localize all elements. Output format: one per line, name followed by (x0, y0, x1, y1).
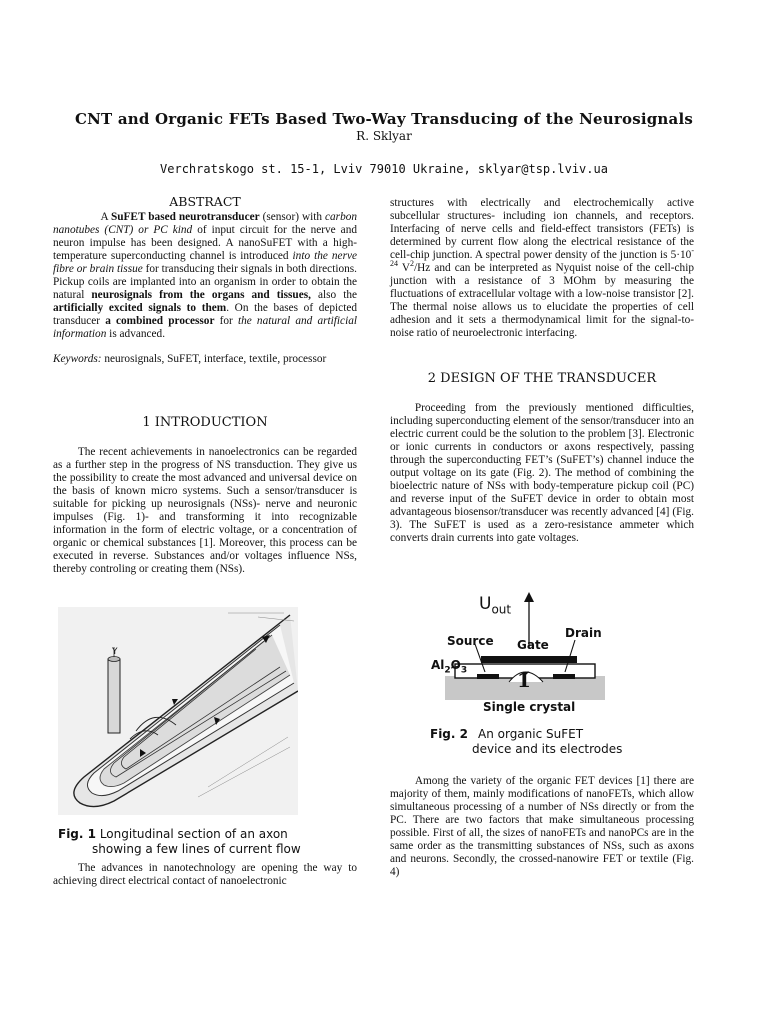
figure-2-image (425, 592, 625, 720)
junction-text: structures with electrically and electrochemically active subcellular structures- including ion channels, and receptors. Interfacing of nerve cells and field-effect transistors (FETs) is determined by current flow along the electrical resistance of the cell-chip junction. A spectral power density of the junction is 5·10 (390, 197, 694, 261)
abstract-bold: SuFET based neurotransducer (110, 211, 260, 223)
al-text: Al (431, 658, 445, 672)
right-column-top (390, 197, 694, 340)
author-address: Verchratskogo st. 15-1, Lviv 79010 Ukraine, sklyar@tsp.lviv.ua (160, 162, 608, 176)
gate-label: Gate (517, 638, 549, 652)
abstract-bold: a combined processor (105, 315, 215, 327)
abstract-text: for transducing their signals in both directions. Pickup coils are implanted into an organism in order to obtain the natural (53, 263, 357, 301)
u-subscript: out (491, 602, 512, 617)
junction-text: V (398, 262, 410, 274)
exponent: 2 (410, 259, 414, 269)
source-label: Source (447, 634, 494, 648)
abstract-body (53, 211, 357, 366)
paper-title: CNT and Organic FETs Based Two-Way Transducing of the Neurosignals (74, 110, 693, 128)
figure-1-caption (58, 827, 358, 857)
figure-1-label: Fig. 1 (58, 827, 96, 841)
abstract-text: (sensor) with (259, 211, 326, 223)
author-name: R. Sklyar (356, 129, 412, 143)
organic-fet-paragraph: Among the variety of the organic FET devices [1] there are majority of them, mainly modifications of nanoFETs, which allow simultaneous processing of a number of NSs directly or from the PC. There are two factors that make simultaneous processing possible. First of all, the sizes of nanoFETs and nanoPCs are in the same order as the transmitting substances of NSs, such as axons and neurons. Secondly, the crossed-nanowire FET or textile (Fig. 4) (390, 775, 694, 878)
channel-mark: 1́ (517, 668, 531, 692)
figure-1-image (58, 607, 298, 815)
organic-fet-section (390, 775, 694, 879)
o-text: O (450, 658, 461, 672)
o-subscript: 3 (460, 665, 468, 676)
abstract-bold: neurosignals from the organs and tissues, (91, 289, 311, 301)
abstract-text: is advanced. (106, 328, 166, 340)
oxide-label (431, 658, 467, 675)
abstract-text: of input circuit for the nerve and neuron impulse has been designed. A nanoSuFET with a high-temperature superconducting channel is introduced (53, 224, 357, 262)
abstract-italic: the natural and artificial information (53, 315, 357, 340)
keywords (53, 353, 357, 366)
design-body (390, 402, 694, 545)
abstract-text: A (100, 211, 111, 223)
output-voltage-label (479, 594, 511, 616)
design-heading: 2 DESIGN OF THE TRANSDUCER (427, 371, 657, 386)
keywords-text: neurosignals, SuFET, interface, textile, processor (101, 353, 327, 365)
figure-1-caption-line2: showing a few lines of current flow (92, 842, 301, 856)
figure-2-caption-line1: An organic SuFET (478, 727, 584, 741)
introduction-continued (53, 862, 357, 888)
introduction-heading: 1 INTRODUCTION (142, 415, 268, 430)
abstract-text: for (214, 315, 238, 327)
abstract-paragraph (53, 211, 357, 341)
junction-paragraph (390, 197, 694, 340)
abstract-text: also the (310, 289, 357, 301)
abstract-italic: carbon nanotubes (CNT) or PC kind (53, 211, 358, 236)
design-section (390, 372, 694, 385)
figure-2-caption-line2: device and its electrodes (472, 742, 623, 756)
al-subscript: 2 (444, 665, 451, 676)
figure-2-label: Fig. 2 (430, 727, 468, 741)
drain-label: Drain (565, 626, 602, 640)
crystal-label: Single crystal (483, 700, 576, 714)
introduction-paragraph: The recent achievements in nanoelectronics can be regarded as a further step in the progress of NS transduction. They give us the possibility to create the most advanced and universal device on the basis of known micro systems. Such a sensor/transducer is suitable for picking up neurosignals (NSs)- nerve and neuronic impulses (Fig. 1)- and transforming it into recognizable information in the form of electric voltage, or a concentration of organic or chemical substances [1]. Moreover, this process can be executed in reverse. Substances and/or voltages influence NSs, thereby controling or creating them (NSs). (53, 446, 357, 575)
introduction-body (53, 446, 357, 576)
design-paragraph: Proceeding from the previously mentioned difficulties, including superconducting element of the sensor/transducer into an electric current could be the solution to the problem [3]. Electronic or ionic currents in conductors or axons respectively, passing through the superconducting FET’s (SuFET’s) channel induce the output voltage on its gate (Fig. 2). The method of combining the bioelectric nature of NSs with body-temperature pickup coil (PC) and reverse input of the SuFET device in order to obtain most advantageous biosensor/transducer was recently advanced [4] (Fig. 3). The SuFET is used as a zero-resistance ammeter which converts drain currents into gate voltages. (390, 402, 694, 544)
electrode-label: Y (112, 647, 118, 657)
abstract-text: . On the bases of depicted transducer (53, 302, 357, 327)
keywords-label: Keywords: (53, 353, 102, 365)
axon-diagram (58, 607, 298, 815)
exponent: -24 (390, 246, 694, 269)
abstract-bold: artificially excited signals to them (53, 302, 227, 314)
figure-1-caption-line1: Longitudinal section of an axon (96, 827, 288, 841)
u-label: U (479, 594, 492, 614)
junction-text: /Hz and can be interpreted as Nyquist noise of the cell-chip junction with a resistance of 3 MOhm by measuring the fluctuations of extracellular voltage with a low-noise transistor [2]. The thermal noise allows us to elucidate the properties of cell adhesion and it sets a thermodynamical limit for the signal-to-noise ratio of neuroelectronic interfacing. (390, 262, 694, 339)
introduction-section (53, 416, 357, 429)
abstract-heading: ABSTRACT (169, 194, 241, 209)
introduction-paragraph-2: The advances in nanotechnology are opening the way to achieving direct electrical contact of nanoelectronic (53, 862, 357, 887)
figure-2-caption (430, 727, 690, 757)
abstract-italic: into the nerve fibre or brain tissue (53, 250, 357, 275)
